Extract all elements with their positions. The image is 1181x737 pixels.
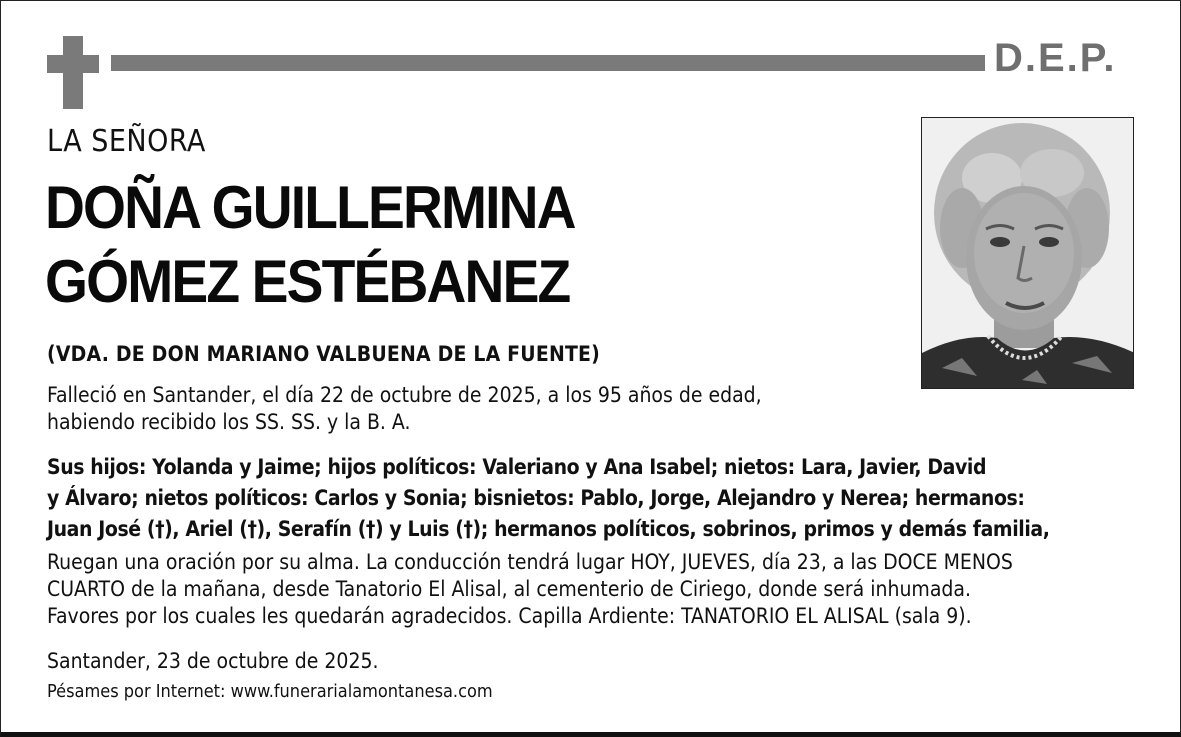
death-notice-line2: habiendo recibido los SS. SS. y la B. A. <box>47 410 411 434</box>
dep-mark: D.E.P. <box>994 36 1117 80</box>
family-list <box>47 452 1050 545</box>
cross-horizontal-bar <box>47 55 99 73</box>
prayer-line3: Favores por los cuales les quedarán agradecidos. Capilla Ardiente: TANATORIO EL ALISAL (sala 9). <box>47 604 972 628</box>
family-line2: y Álvaro; nietos políticos: Carlos y Sonia; bisnietos: Pablo, Jorge, Alejandro y Nerea; hermanos: <box>47 486 1025 510</box>
condolences-link: Pésames por Internet: www.funerarialamontanesa.com <box>47 681 493 702</box>
header-rule <box>111 55 985 71</box>
family-line1: Sus hijos: Yolanda y Jaime; hijos políticos: Valeriano y Ana Isabel; nietos: Lara, Javier, David <box>47 455 987 479</box>
death-notice-line1: Falleció en Santander, el día 22 de octubre de 2025, a los 95 años de edad, <box>47 383 762 407</box>
title-prefix: LA SEÑORA <box>47 124 206 159</box>
prayer-line2: CUARTO de la mañana, desde Tanatorio El Alisal, al cementerio de Ciriego, donde será inhumada. <box>47 577 971 601</box>
prayer-line1: Ruegan una oración por su alma. La conducción tendrá lugar HOY, JUEVES, día 23, a las DOCE MENOS <box>47 550 1013 574</box>
widow-note: (VDA. DE DON MARIANO VALBUENA DE LA FUENTE) <box>47 342 600 366</box>
deceased-name-line2: GÓMEZ ESTÉBANEZ <box>45 248 570 315</box>
portrait-photo <box>921 117 1134 389</box>
prayer-notice <box>47 549 1013 630</box>
place-date: Santander, 23 de octubre de 2025. <box>47 649 379 673</box>
portrait-illustration <box>922 118 1134 389</box>
family-line3: Juan José (†), Ariel (†), Serafín (†) y Luis (†); hermanos políticos, sobrinos, primos y demás familia, <box>47 517 1050 541</box>
deceased-name-line1: DOÑA GUILLERMINA <box>45 174 575 241</box>
death-notice <box>47 382 762 436</box>
